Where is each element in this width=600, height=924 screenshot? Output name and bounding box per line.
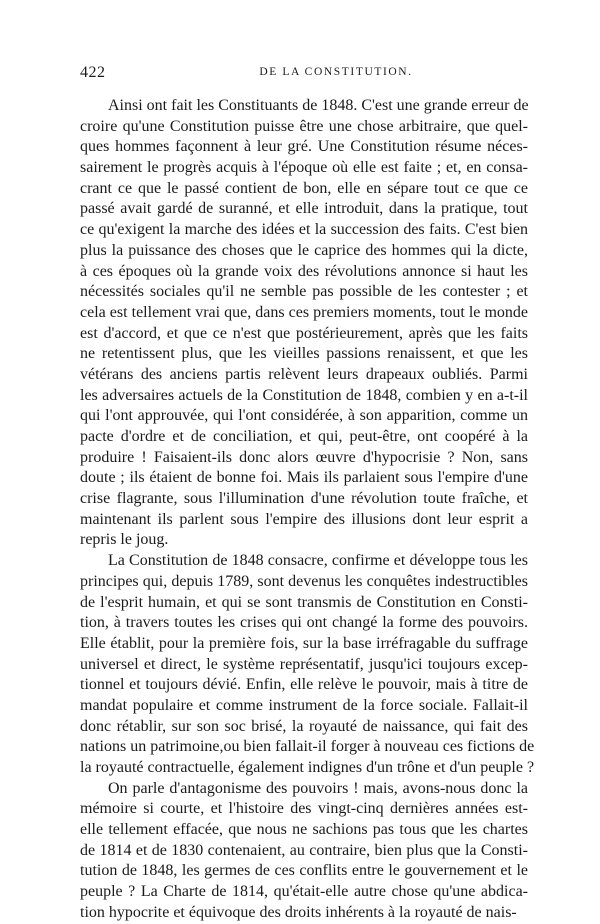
text-line: donc rétablir, sur son soc brisé, la royauté de naissance, qui fait des	[80, 717, 528, 735]
text-line: maintenant ils parlent sous l'empire des illusions dont leur esprit a	[80, 510, 528, 528]
text-line: principes qui, depuis 1789, sont devenus les conquêtes indestructibles	[80, 572, 528, 590]
paragraph	[80, 779, 528, 924]
text-line: crise flagrante, sous l'illumination d'une révolution toute fraîche, et	[80, 490, 528, 508]
text-line: mémoire si courte, et l'histoire des vingt-cinq dernières années est-	[80, 800, 528, 818]
text-line: nations un patrimoine,ou bien fallait-il forger à nouveau ces fictions de	[80, 738, 535, 756]
text-line: passé avait gardé de suranné, et elle introduit, dans la pratique, tout	[80, 200, 528, 218]
page-number: 422	[80, 64, 106, 81]
text-line: peuple ? La Charte de 1814, qu'était-elle autre chose qu'une abdica-	[80, 883, 528, 901]
text-line: tionnel et toujours dévié. Enfin, elle relève le pouvoir, mais à titre de	[80, 676, 528, 694]
text-line: vétérans des anciens partis relèvent leurs drapeaux oubliés. Parmi	[80, 365, 528, 383]
text-line: tion, à travers toutes les crises qui ont changé la forme des pouvoirs.	[80, 614, 528, 632]
text-line: plus la puissance des choses que le caprice des hommes qui la dicte,	[80, 241, 528, 259]
text-line: sairement le progrès acquis à l'époque où elle est faite ; et, en consa-	[80, 159, 528, 177]
text-line: les adversaires actuels de la Constitution de 1848, combien y en a-t-il	[80, 386, 528, 404]
text-line: ne retentissent plus, que les vieilles passions renaissent, et que les	[80, 345, 528, 363]
text-line: Ainsi ont fait les Constituants de 1848. C'est une grande erreur de	[108, 97, 529, 114]
text-line: doute ; ils étaient de bonne foi. Mais ils parlaient sous l'empire d'une	[80, 469, 528, 487]
text-line: repris le joug.	[80, 531, 169, 549]
page-header	[80, 64, 552, 84]
text-line: qui l'ont approuvée, qui l'ont considérée, à son apparition, comme un	[80, 407, 528, 425]
text-line: pacte d'ordre et de conciliation, et qui, peut-être, ont coopéré à la	[80, 428, 528, 445]
text-line: nécessités sociales qu'il ne semble pas possible de les contester ; et	[80, 283, 528, 301]
text-line: est d'accord, et que ce n'est que postérieurement, après que les faits	[80, 324, 528, 342]
text-line: croire qu'une Constitution puisse être une chose arbitraire, que quel-	[80, 117, 528, 135]
text-line: elle tellement effacée, que nous ne sachions pas tous que les chartes	[80, 821, 528, 839]
text-line: la royauté contractuelle, également indignes d'un trône et d'un peuple ?	[80, 759, 535, 776]
text-line: de l'esprit humain, et qui se sont transmis de Constitution en Consti-	[80, 593, 528, 611]
text-line: mandat populaire et comme instrument de la force sociale. Fallait-il	[80, 696, 528, 714]
body-text	[80, 96, 535, 924]
running-title: DE LA CONSTITUTION.	[259, 66, 413, 78]
text-line: On parle d'antagonisme des pouvoirs ! mais, avons-nous donc la	[108, 779, 528, 797]
text-line: produire ! Faisaient-ils donc alors œuvre d'hypocrisie ? Non, sans	[80, 448, 528, 466]
text-line: tution de 1848, les germes de ces conflits entre le gouvernement et le	[80, 862, 528, 880]
text-line: cela est tellement vrai que, dans ces premiers moments, tout le monde	[80, 303, 528, 321]
text-line: ce qu'exigent la marche des idées et la succession des faits. C'est bien	[80, 221, 528, 239]
paragraph	[80, 96, 528, 551]
paragraph	[80, 551, 535, 779]
text-line: La Constitution de 1848 consacre, confirme et développe tous les	[108, 552, 528, 570]
text-line: ques hommes façonnent à leur gré. Une Constitution résume néces-	[80, 138, 528, 156]
text-line: crant ce que le passé contient de bon, elle en sépare tout ce que ce	[80, 179, 528, 197]
text-line: à ces époques où la grande voix des révolutions annonce si haut les	[80, 262, 528, 280]
text-line: universel et direct, le système représentatif, jusqu'ici toujours excep-	[80, 655, 528, 673]
text-line: Elle établit, pour la première fois, sur la base irréfragable du suffrage	[80, 634, 528, 652]
text-line: tion hypocrite et équivoque des droits inhérents à la royauté de nais-	[80, 903, 517, 921]
text-line: de 1814 et de 1830 contenaient, au contraire, bien plus que la Consti-	[80, 841, 528, 859]
